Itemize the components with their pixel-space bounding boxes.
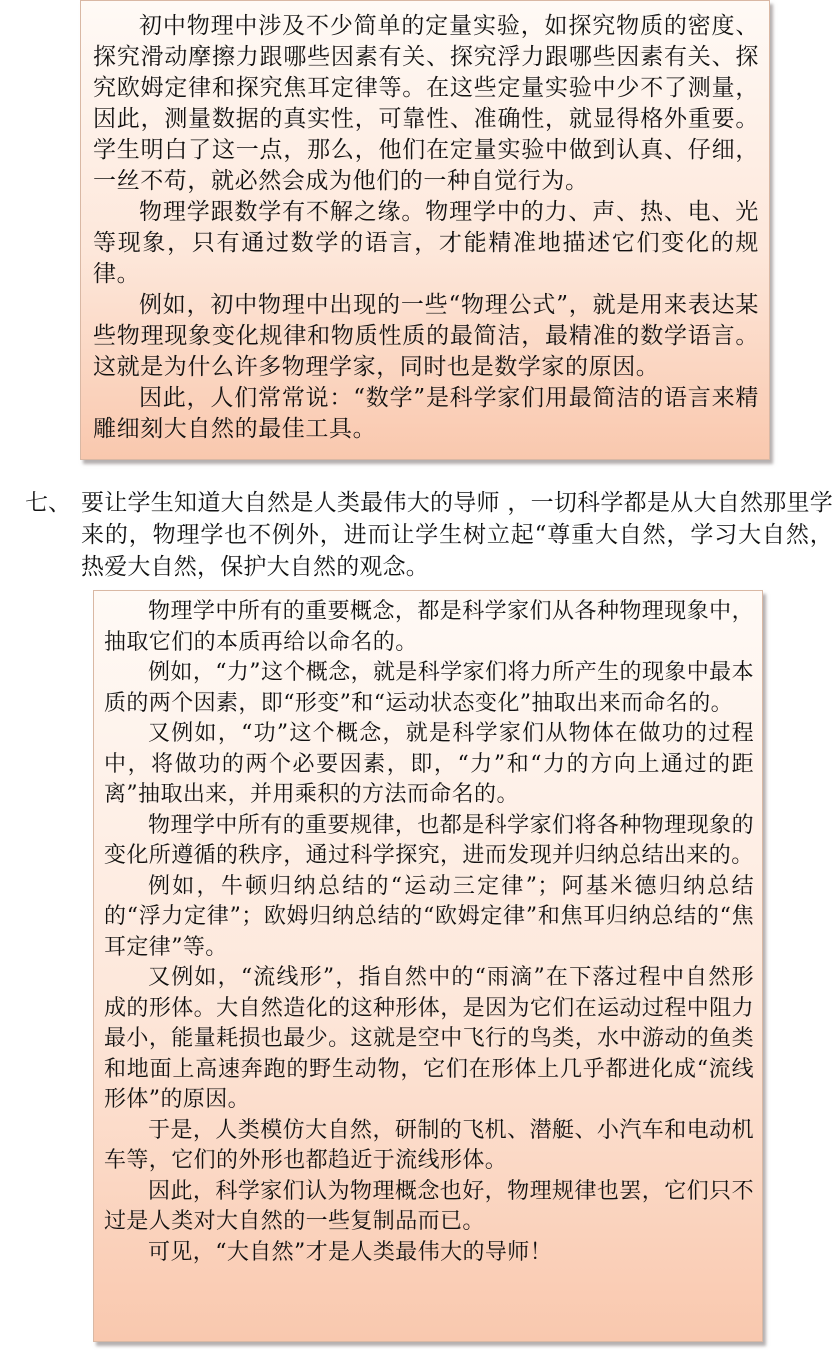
box2-paragraph-2: 例如，“力”这个概念，就是科学家们将力所产生的现象中最本质的两个因素，即“形变”和“运动状态变化”抽取出来而命名的。 — [104, 660, 754, 716]
section-number: 七、 — [25, 490, 71, 516]
box2-paragraph-6: 又例如，“流线形”，指自然中的“雨滴”在下落过程中自然形成的形体。大自然造化的这种形体，是因为它们在运动过程中阻力最小，能量耗损也最少。这就是空中飞行的鸟类，水中游动的鱼类和地面上高速奔跑的野生动物，它们在形体上几乎都进化成“流线形体”的原因。 — [104, 965, 754, 1112]
text-box-nature-teacher — [93, 590, 763, 1342]
box1-paragraph-4: 因此，人们常常说：“数学”是科学家们用最简洁的语言来精雕细刻大自然的最佳工具。 — [93, 385, 759, 442]
box2-paragraph-3: 又例如，“功”这个概念，就是科学家们从物体在做功的过程中，将做功的两个必要因素，即，“力”和“力的方向上通过的距离”抽取出来，并用乘积的方法而命名的。 — [104, 721, 754, 807]
box1-paragraph-2: 物理学跟数学有不解之缘。物理学中的力、声、热、电、光等现象，只有通过数学的语言，才能精准地描述它们变化的规律。 — [93, 199, 759, 287]
section-seven-heading — [25, 487, 833, 583]
box2-paragraph-5: 例如，牛顿归纳总结的“运动三定律”；阿基米德归纳总结的“浮力定律”；欧姆归纳总结的“欧姆定律”和焦耳归纳总结的“焦耳定律”等。 — [104, 873, 754, 960]
text-box-quantitative-experiments — [80, 0, 770, 460]
box2-paragraph-9: 可见，“大自然”才是人类最伟大的导师！ — [148, 1239, 553, 1265]
box2-paragraph-4: 物理学中所有的重要规律，也都是科学家们将各种物理现象的变化所遵循的秩序，通过科学探究，进而发现并归纳总结出来的。 — [104, 812, 754, 868]
box1-paragraph-1: 初中物理中涉及不少简单的定量实验，如探究物质的密度、探究滑动摩擦力跟哪些因素有关、探究浮力跟哪些因素有关、探究欧姆定律和探究焦耳定律等。在这些定量实验中少不了测量，因此，测量数据的真实性，可靠性、准确性，就显得格外重要。学生明白了这一点，那么，他们在定量实验中做到认真、仔细，一丝不苟，就必然会成为他们的一种自觉行为。 — [93, 13, 759, 194]
box1-paragraph-3: 例如，初中物理中出现的一些“物理公式”，就是用来表达某些物理现象变化规律和物质性质的最简洁，最精准的数学语言。这就是为什么许多物理学家，同时也是数学家的原因。 — [93, 292, 759, 380]
box2-paragraph-1: 物理学中所有的重要概念，都是科学家们从各种物理现象中，抽取它们的本质再给以命名的。 — [104, 599, 754, 655]
box2-paragraph-8: 因此，科学家们认为物理概念也好，物理规律也罢，它们只不过是人类对大自然的一些复制品而已。 — [104, 1178, 754, 1234]
section-seven-text: 要让学生知道大自然是人类最伟大的导师 ，一切科学都是从大自然那里学来的，物理学也不例外，进而让学生树立起“尊重大自然，学习大自然，热爱大自然，保护大自然的观念。 — [81, 490, 833, 580]
box2-paragraph-7: 于是，人类模仿大自然，研制的飞机、潜艇、小汽车和电动机车等，它们的外形也都趋近于流线形体。 — [104, 1117, 754, 1173]
